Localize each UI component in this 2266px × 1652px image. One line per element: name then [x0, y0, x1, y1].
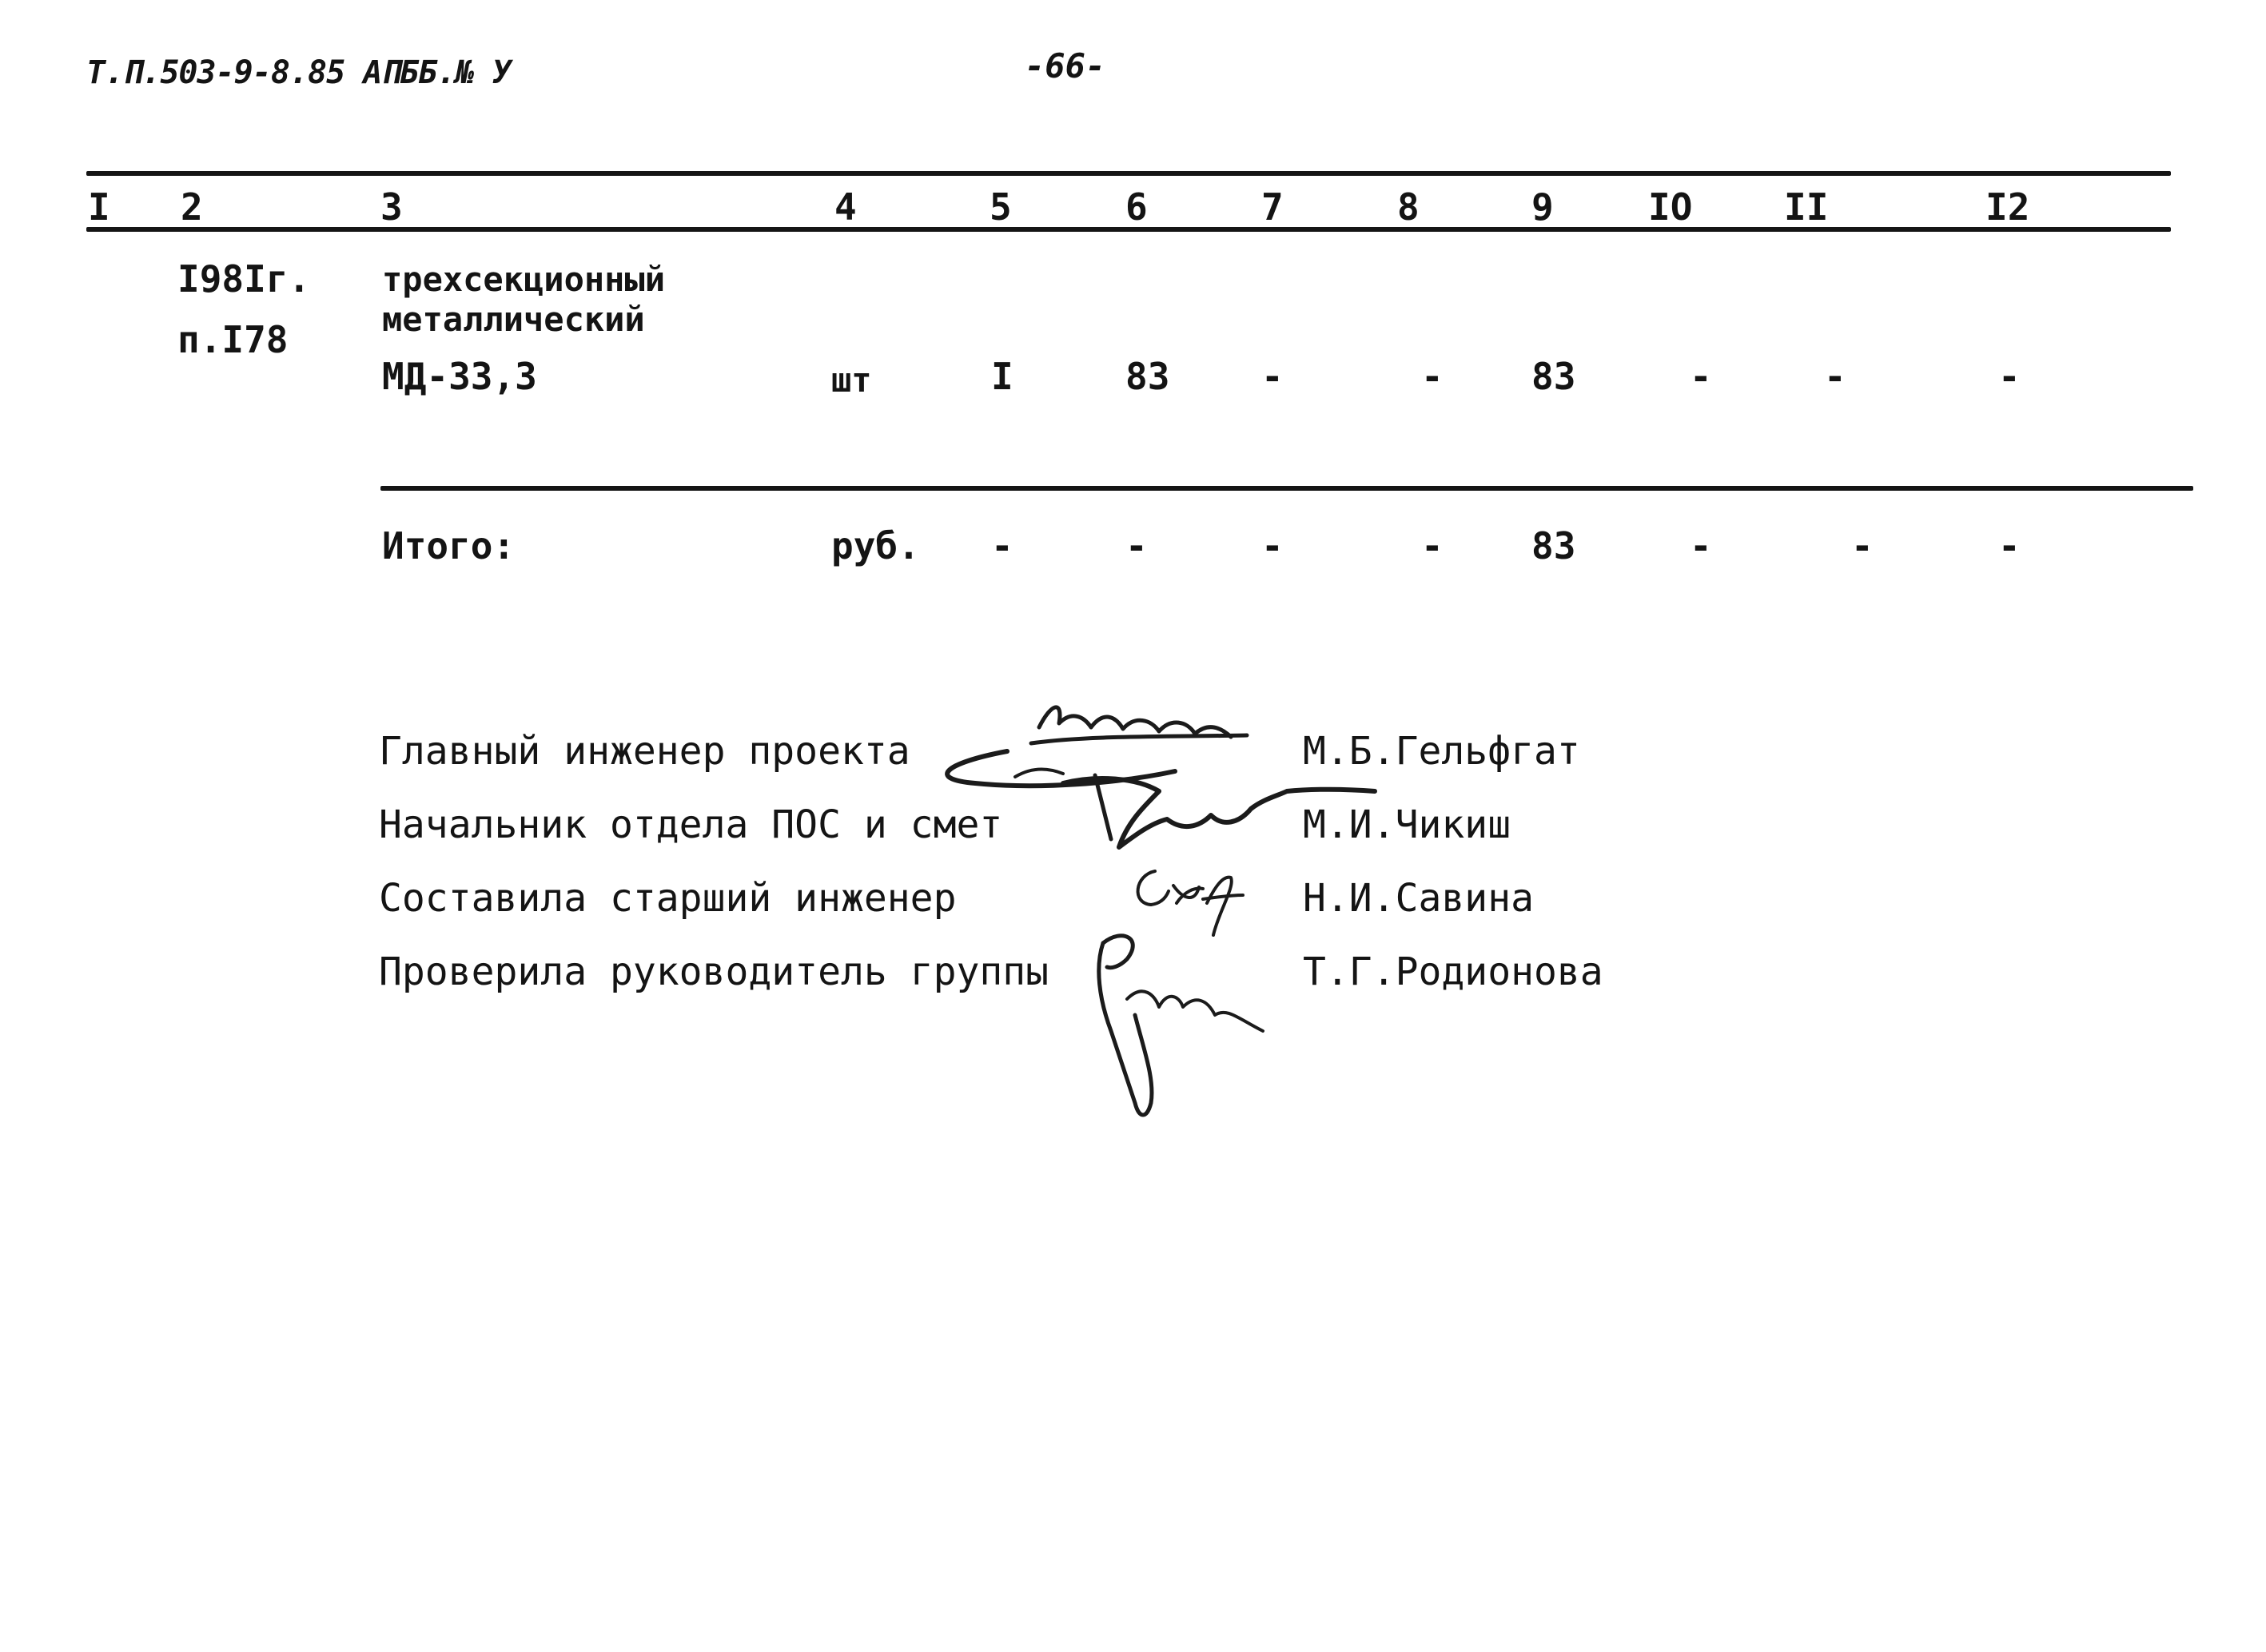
- total-unit: руб.: [831, 524, 920, 567]
- column-number: 5: [990, 185, 1012, 229]
- signer-role: Составила старший инженер: [379, 876, 957, 921]
- total-column-11: -: [1851, 524, 1874, 567]
- total-column-7: -: [1261, 524, 1284, 567]
- total-label: Итого:: [382, 524, 516, 567]
- signer-role: Главный инженер проекта: [379, 729, 910, 774]
- column-number: I: [88, 185, 110, 229]
- quantity-cell: I: [991, 355, 1014, 398]
- column-8-cell: -: [1421, 355, 1444, 398]
- signer-name: Н.И.Савина: [1303, 876, 1534, 921]
- document-code: Т.П.503-9-8.85 АПББ.№ У: [86, 54, 511, 91]
- column-number: 9: [1531, 185, 1554, 229]
- item-name-line1: трехсекционный: [382, 260, 666, 299]
- signer-name: М.Б.Гельфгат: [1303, 729, 1580, 774]
- total-column-12: -: [1998, 524, 2021, 567]
- column-number: 4: [834, 185, 857, 229]
- total-column-6: -: [1125, 524, 1148, 567]
- signer-role: Проверила руководитель группы: [379, 949, 1049, 994]
- signer-role: Начальник отдела ПОС и смет: [379, 802, 1003, 847]
- reference-item: п.I78: [177, 318, 289, 361]
- column-12-cell: -: [1998, 355, 2021, 398]
- total-column-10: -: [1690, 524, 1712, 567]
- item-name-line2: металлический: [382, 300, 645, 339]
- column-number: IO: [1648, 185, 1693, 229]
- column-number: 8: [1397, 185, 1420, 229]
- total-column-8: -: [1421, 524, 1444, 567]
- reference-year: I98Iг.: [177, 257, 311, 301]
- column-number: 2: [181, 185, 203, 229]
- signer-name: М.И.Чикиш: [1303, 802, 1511, 847]
- total-column-9: 83: [1531, 524, 1576, 567]
- item-name-line3: МД-33,3: [382, 355, 537, 398]
- column-11-cell: -: [1824, 355, 1846, 398]
- column-number: 7: [1261, 185, 1284, 229]
- column-number: 3: [380, 185, 403, 229]
- column-9-cell: 83: [1531, 355, 1576, 398]
- column-10-cell: -: [1690, 355, 1712, 398]
- column-7-cell: -: [1261, 355, 1284, 398]
- total-column-5: -: [991, 524, 1014, 567]
- handwritten-signature-group-leader: [1079, 919, 1287, 1127]
- unit-cell: шт: [831, 360, 872, 400]
- price-cell: 83: [1125, 355, 1170, 398]
- signer-name: Т.Г.Родионова: [1303, 949, 1603, 994]
- column-number: I2: [1985, 185, 2030, 229]
- page-number: -66-: [1025, 46, 1106, 86]
- column-number: II: [1784, 185, 1829, 229]
- table-top-rule: [86, 171, 2171, 176]
- total-separator-rule: [380, 486, 2193, 491]
- column-number: 6: [1125, 185, 1148, 229]
